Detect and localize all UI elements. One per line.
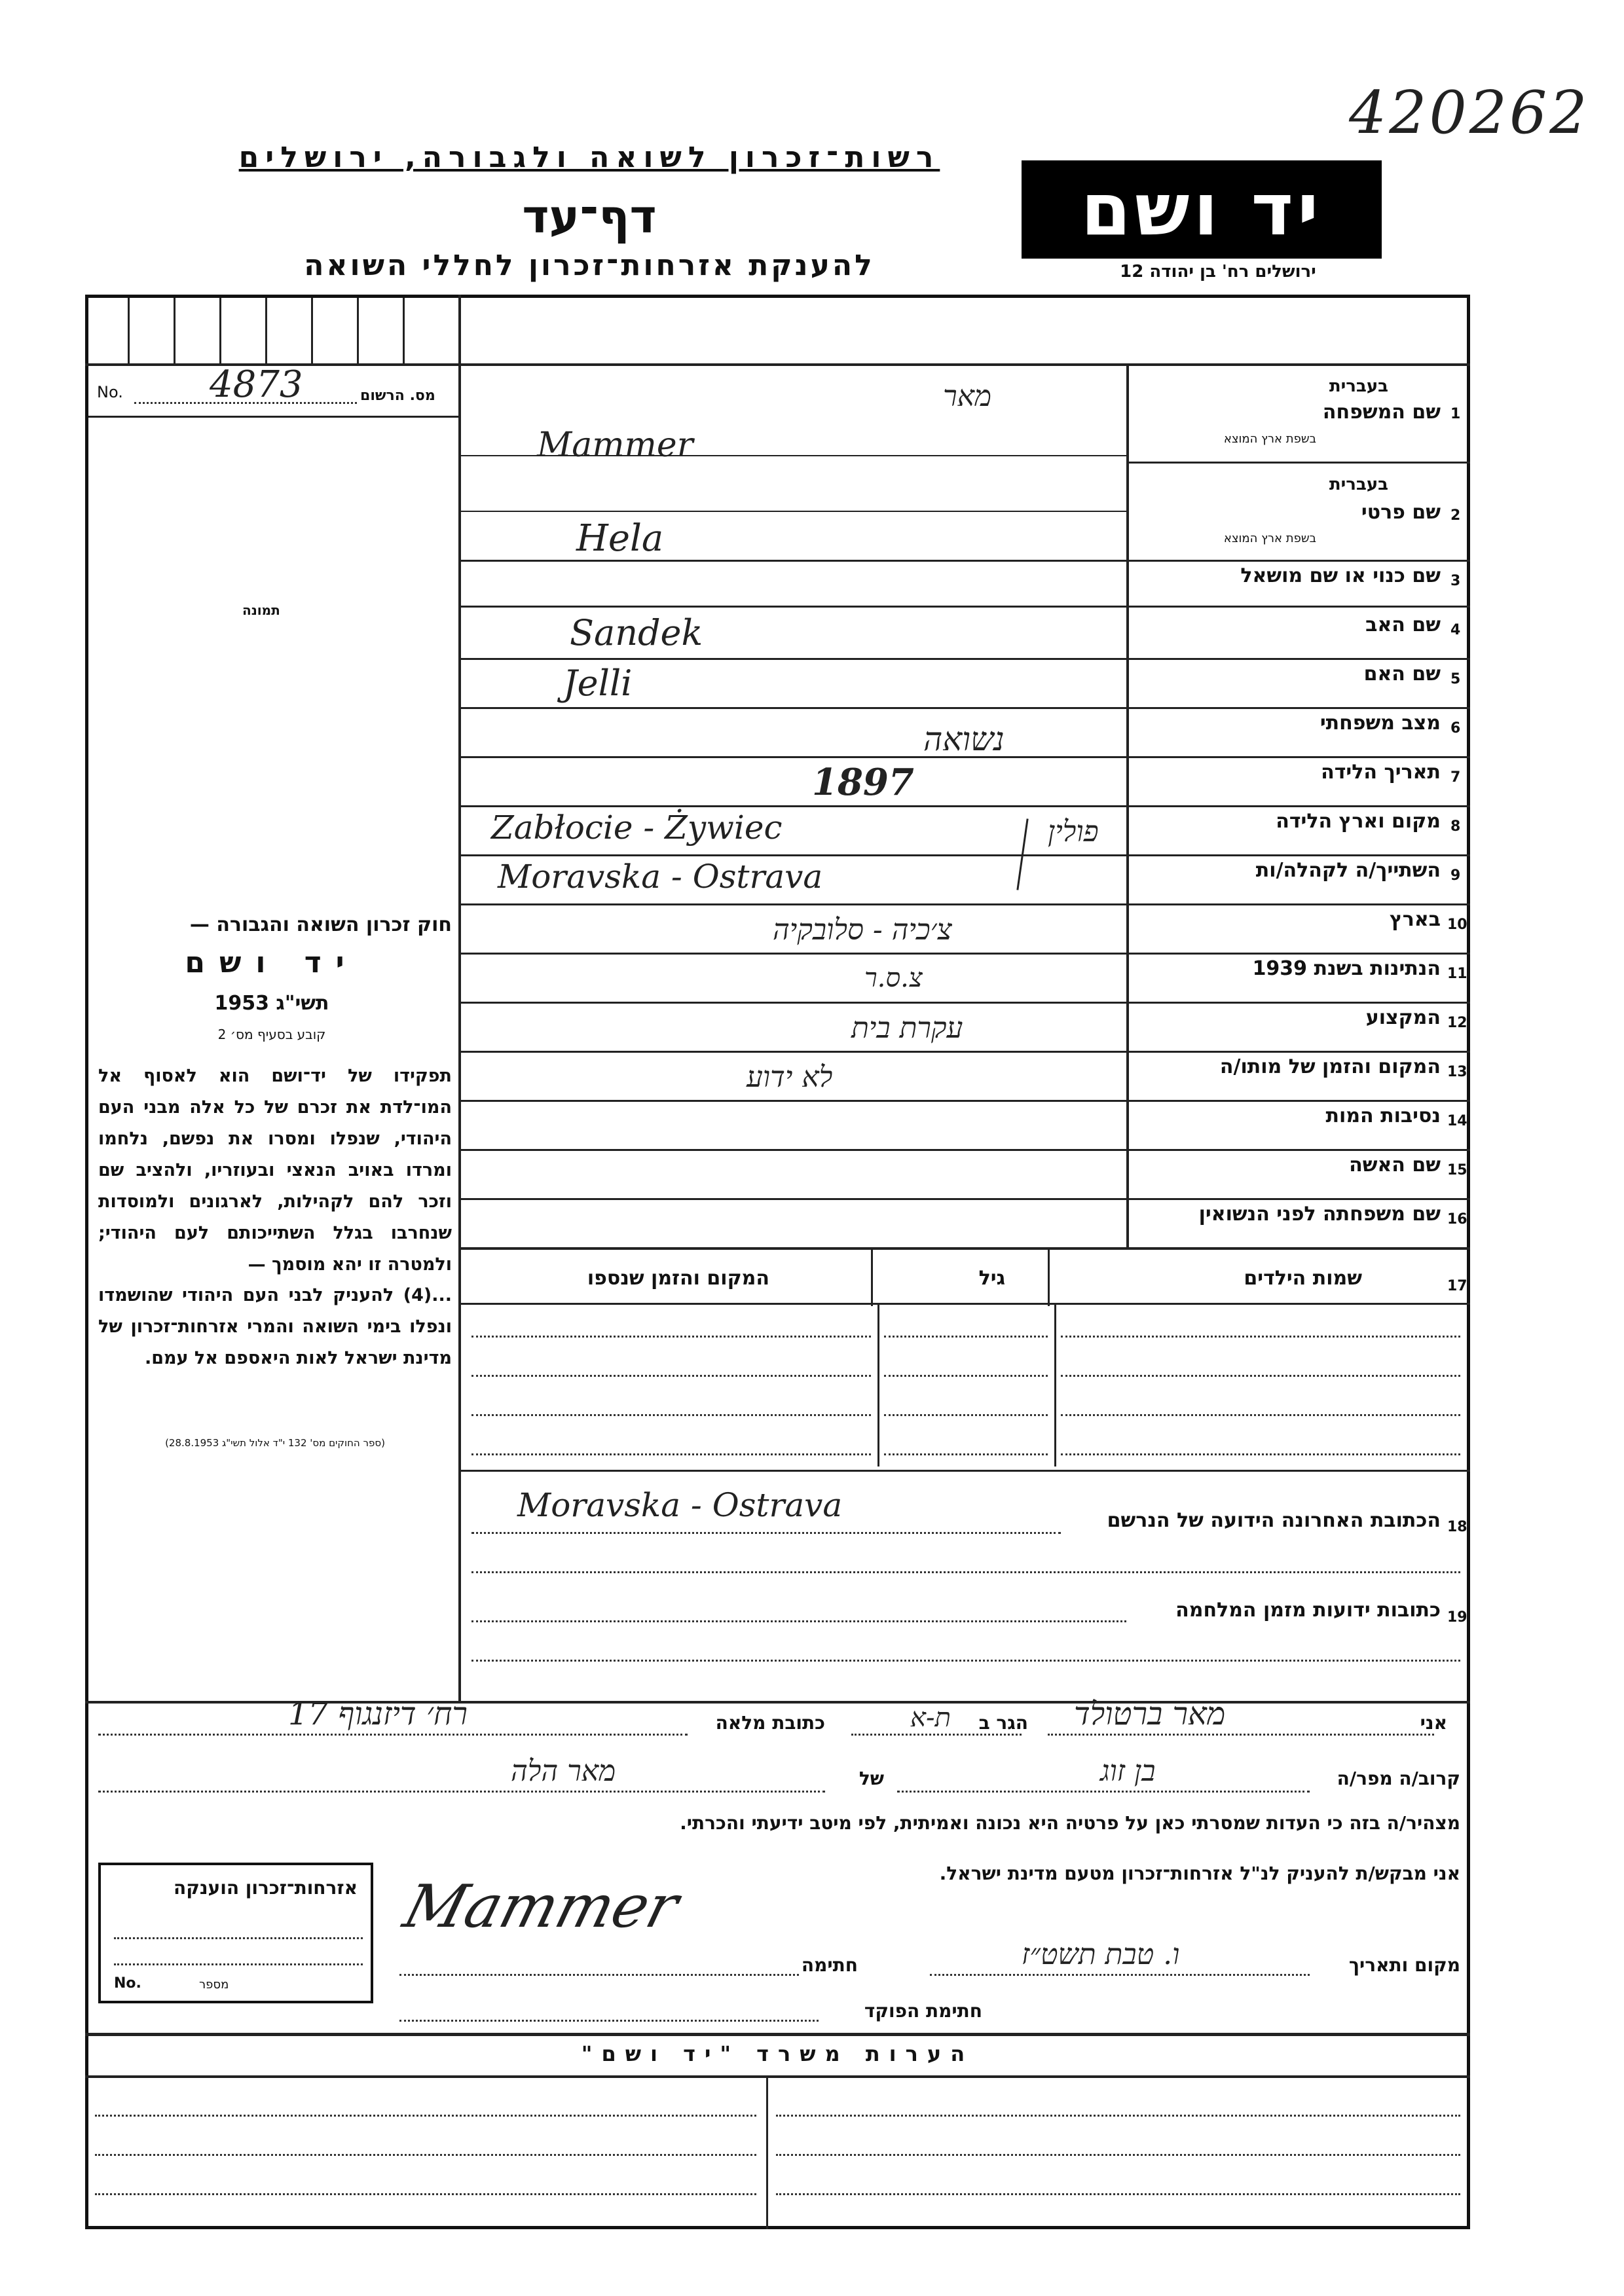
field-label-birth-place: מקום וארץ הלידה — [1276, 810, 1441, 833]
law-clause4: ...(4) להעניק לבני העם היהודי שהושמדו ונפלו בימי השואה והמרי אזרחות־זכרון של מדינת ישראל לאות היאספם אל עמם. — [98, 1285, 452, 1368]
form-subtitle: להענקת אזרחות־זכרון לחללי השואה — [304, 249, 875, 282]
children-col-place: המקום והזמן שנספו — [587, 1267, 769, 1290]
relation-value[interactable]: בן זוג — [1100, 1755, 1156, 1788]
field-label-citizenship: הנתינות בשנת 1939 — [1252, 957, 1441, 980]
field-label-family-name: שם המשפחה — [1322, 401, 1441, 424]
children-col-names: שמות הילדים — [1244, 1267, 1362, 1290]
law-body: תפקידו של יד־ושם הוא לאסוף אל המו־לדת את זכרם של כל אלה מבני העם היהודי, שנפלו ומסרו את נפשם, נלחמו ומרדו באויב הנאצי ובעוזריו, ולהציב שם וזכר להם לקהילות, לארגונים ולמוסדות שנחרבו בגלל השתייכותם לעם היהודי; ולמטרה זו יהא מוסמך — — [98, 1066, 452, 1275]
field-label-maiden-name: שם משפחתה לפני הנשואין — [1198, 1203, 1441, 1226]
country-value[interactable]: צ׳כיה - סלובקיה — [773, 913, 952, 947]
lives-in-label: הגר ב — [978, 1712, 1028, 1734]
law-name: יד ושם — [185, 946, 359, 979]
authority-title: רשות־זכרון לשואה ולגבורה, ירושלים — [238, 141, 940, 174]
field-number: 10 — [1447, 917, 1467, 933]
request-text: אני מבקש/ת להעניק לנ"ל אזרחות־זכרון מטעם מדינת ישראל. — [939, 1863, 1460, 1884]
full-address-value[interactable]: רח׳ דיזנגוף 17 — [288, 1696, 468, 1732]
last-address-value[interactable]: Moravska - Ostrava — [517, 1486, 843, 1524]
community-value[interactable]: Moravska - Ostrava — [498, 858, 823, 896]
marital-status-value[interactable]: נשואה — [923, 720, 1005, 758]
field-label-profession: המקצוע — [1365, 1006, 1441, 1029]
field-sub-hebrew: בעברית — [1329, 475, 1388, 494]
field-number: 14 — [1447, 1113, 1467, 1129]
place-date-value[interactable]: ו. טבת תשט״ז — [1022, 1938, 1180, 1971]
law-year: תשי"ג 1953 — [214, 992, 329, 1015]
field-number: 8 — [1450, 818, 1461, 835]
of-value[interactable]: מאר הלה — [511, 1755, 616, 1788]
war-address-label: כתובות ידועות מזמן המלחמה — [1175, 1599, 1441, 1622]
field-label-country: בארץ — [1389, 908, 1441, 931]
field-label-death: המקום והזמן של מותו/ה — [1219, 1055, 1441, 1078]
birth-place-value[interactable]: Zabłocie - Żywiec — [491, 809, 783, 847]
last-address-label: הכתובת האחרונה הידועה של הנרשם — [1107, 1509, 1441, 1532]
field-number: 13 — [1447, 1064, 1467, 1080]
birth-country-value[interactable]: פולין — [1048, 815, 1099, 848]
field-label-community: השתייך/ה לקהלה/ות — [1255, 859, 1441, 882]
citizenship-value[interactable]: צ.ס.ר — [864, 963, 923, 993]
remarks-title: הערות משרד "יד ושם" — [581, 2041, 974, 2066]
first-name-origin-value[interactable]: Hela — [576, 517, 664, 560]
granted-box — [98, 1863, 373, 2003]
field-label-mother: שם האם — [1363, 663, 1441, 685]
field-number: 2 — [1450, 507, 1461, 524]
field-label-first-name: שם פרטי — [1361, 501, 1441, 524]
field-number: 6 — [1450, 720, 1461, 737]
logo-text: יד ושם — [1080, 168, 1323, 251]
field-number: 11 — [1447, 966, 1467, 982]
field-number: 15 — [1447, 1162, 1467, 1178]
officer-signature-label: חתימת הפוקד — [864, 2000, 982, 2022]
field-number: 7 — [1450, 769, 1461, 786]
field-number: 5 — [1450, 671, 1461, 687]
field-number: 4 — [1450, 622, 1461, 638]
father-name-value[interactable]: Sandek — [570, 612, 703, 653]
document-number: 420262 — [1349, 79, 1590, 147]
family-name-hebrew-value[interactable]: מאר — [943, 380, 992, 413]
declaration-text: מצהיר/ה בזה כי העדות שמסרתי כאן על פרטיה היא נכונה ואמיתית, לפי מיטב ידיעתי והכרתי. — [680, 1812, 1460, 1834]
profession-value[interactable]: עקרת בית — [851, 1011, 963, 1045]
of-label: של — [858, 1768, 884, 1789]
signature-label: חתימה — [801, 1954, 858, 1976]
law-title: חוק זכרון השואה והגבורה — — [189, 913, 452, 936]
relation-label: קרוב/ה מפר/ה — [1337, 1768, 1460, 1789]
registry-number: 4873 — [210, 363, 303, 406]
field-number: 18 — [1447, 1519, 1467, 1535]
registry-label: מס. הרשום — [360, 388, 435, 404]
children-col-age: גיל — [978, 1267, 1005, 1290]
family-name-origin-value[interactable]: Mammer — [537, 426, 693, 465]
field-number: 12 — [1447, 1015, 1467, 1031]
granted-number-label: מספר — [199, 1978, 229, 1992]
address-line: ירושלים רח' בן יהודה 12 — [1120, 262, 1316, 282]
field-number: 16 — [1447, 1211, 1467, 1228]
full-address-label: כתובת מלאה — [715, 1712, 825, 1734]
declarant-ani: אני — [1420, 1712, 1447, 1734]
mother-name-value[interactable]: Jelli — [563, 663, 633, 704]
field-label-death-circumstances: נסיבות המות — [1325, 1104, 1441, 1127]
yad-vashem-logo — [1022, 160, 1382, 259]
field-sub-origin: בשפת ארץ המוצא — [1223, 532, 1316, 545]
place-date-label: מקום ותאריך — [1348, 1954, 1460, 1976]
death-value[interactable]: לא ידוע — [747, 1061, 833, 1094]
field-number: 19 — [1447, 1609, 1467, 1626]
field-label-wife: שם האשה — [1349, 1154, 1441, 1176]
top-code-boxes — [88, 298, 458, 363]
field-label-nickname: שם כנוי או שם מושאל — [1240, 564, 1441, 587]
field-label-birth-date: תאריך הלידה — [1321, 761, 1441, 784]
field-sub-origin: בשפת ארץ המוצא — [1223, 432, 1316, 446]
form-title: דף־עד — [522, 190, 657, 244]
field-number: 17 — [1447, 1278, 1467, 1294]
granted-no-label: No. — [114, 1975, 141, 1992]
field-label-father: שם האב — [1365, 613, 1441, 636]
photo-label: תמונה — [242, 602, 280, 618]
signature-value: Mammer — [396, 1872, 686, 1941]
field-number: 9 — [1450, 867, 1461, 884]
field-label-marital: מצב משפחתי — [1320, 712, 1441, 735]
declarant-name[interactable]: מאר ברטולד — [1074, 1696, 1226, 1732]
law-citation: (ספר החוקים מס' 132 י"ד אלול תשי"ג 28.8.1953) — [165, 1437, 385, 1449]
field-number: 3 — [1450, 573, 1461, 589]
field-sub-hebrew: בעברית — [1329, 376, 1388, 396]
registry-no-label: No. — [97, 383, 123, 401]
law-clause: קובע בסעיף מס׳ 2 — [217, 1027, 326, 1042]
birth-date-value[interactable]: 1897 — [812, 761, 914, 804]
city-value[interactable]: ת-א — [910, 1703, 951, 1733]
field-number: 1 — [1450, 406, 1461, 422]
granted-box-title: אזרחות־זכרון הוענקה — [174, 1877, 358, 1899]
